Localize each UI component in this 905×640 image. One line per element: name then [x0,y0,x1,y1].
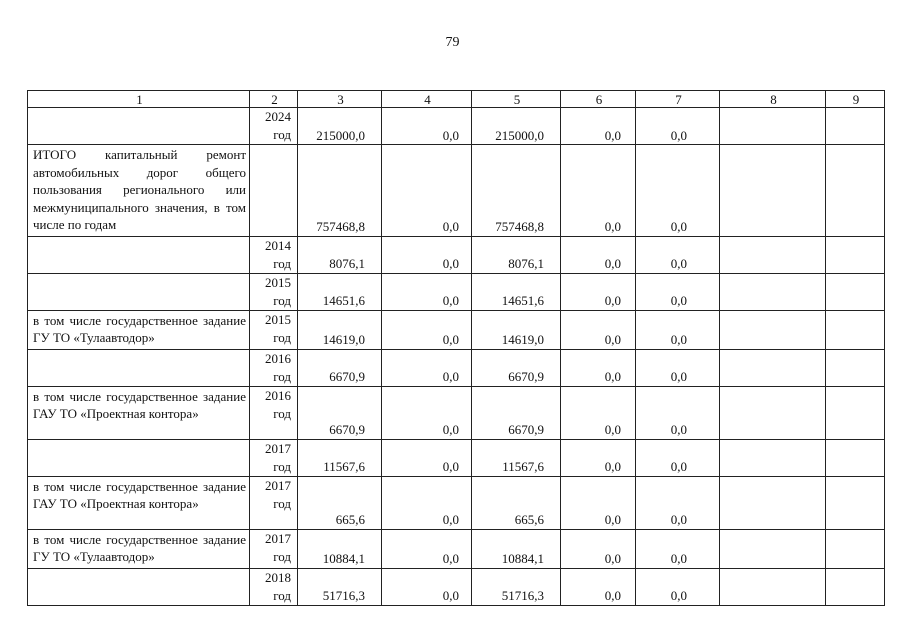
header-cell: 6 [561,91,636,108]
cell-col-8 [720,386,826,439]
row-description [28,273,250,310]
header-cell: 1 [28,91,250,108]
row-year: 2016 год [250,349,298,386]
table-row [28,476,885,529]
cell-col-9 [826,529,885,568]
cell-col-4: 0,0 [382,236,472,273]
row-year: 2017 год [250,439,298,476]
cell-col-4: 0,0 [382,349,472,386]
cell-col-7: 0,0 [636,273,720,310]
header-cell: 5 [472,91,561,108]
budget-table [27,90,885,606]
header-cell: 4 [382,91,472,108]
cell-col-8 [720,568,826,605]
cell-col-9 [826,568,885,605]
cell-col-9 [826,236,885,273]
row-description: в том числе государственное задание ГАУ ТО «Проектная контора» [28,386,250,439]
cell-col-8 [720,349,826,386]
cell-col-3: 11567,6 [298,439,382,476]
row-year: 2018 год [250,568,298,605]
cell-col-5: 11567,6 [472,439,561,476]
cell-col-5: 665,6 [472,476,561,529]
cell-col-8 [720,108,826,145]
cell-col-6: 0,0 [561,145,636,237]
row-year: 2016 год [250,386,298,439]
cell-col-6: 0,0 [561,273,636,310]
cell-col-4: 0,0 [382,273,472,310]
cell-col-5: 6670,9 [472,386,561,439]
cell-col-5: 51716,3 [472,568,561,605]
row-description [28,108,250,145]
cell-col-9 [826,108,885,145]
header-cell: 7 [636,91,720,108]
cell-col-9 [826,476,885,529]
cell-col-9 [826,273,885,310]
header-cell: 2 [250,91,298,108]
cell-col-7: 0,0 [636,476,720,529]
cell-col-9 [826,310,885,349]
row-year: 2015 год [250,273,298,310]
row-year: 2017 год [250,529,298,568]
cell-col-7: 0,0 [636,236,720,273]
header-row [28,91,885,108]
cell-col-8 [720,476,826,529]
table-row [28,568,885,605]
cell-col-4: 0,0 [382,568,472,605]
row-description [28,439,250,476]
cell-col-6: 0,0 [561,476,636,529]
cell-col-8 [720,439,826,476]
cell-col-4: 0,0 [382,386,472,439]
row-year: 2017 год [250,476,298,529]
cell-col-8 [720,145,826,237]
table-row [28,349,885,386]
row-description: в том числе государственное задание ГУ ТО «Тулаавтодор» [28,529,250,568]
cell-col-4: 0,0 [382,476,472,529]
row-year: 2015 год [250,310,298,349]
table-row [28,386,885,439]
cell-col-9 [826,349,885,386]
header-cell: 3 [298,91,382,108]
cell-col-5: 8076,1 [472,236,561,273]
table-row [28,145,885,237]
table-body [28,91,885,606]
row-year: 2024 год [250,108,298,145]
cell-col-4: 0,0 [382,108,472,145]
cell-col-7: 0,0 [636,310,720,349]
row-description: в том числе государственное задание ГУ ТО «Тулаавтодор» [28,310,250,349]
cell-col-6: 0,0 [561,529,636,568]
cell-col-3: 757468,8 [298,145,382,237]
cell-col-9 [826,145,885,237]
cell-col-3: 6670,9 [298,386,382,439]
cell-col-5: 10884,1 [472,529,561,568]
cell-col-4: 0,0 [382,529,472,568]
cell-col-9 [826,439,885,476]
row-description: ИТОГО капитальный ремонт автомобильных дорог общего пользования регионального или межмуниципального значения, в том числе по годам [28,145,250,237]
cell-col-8 [720,273,826,310]
row-year: 2014 год [250,236,298,273]
cell-col-8 [720,529,826,568]
cell-col-8 [720,310,826,349]
cell-col-9 [826,386,885,439]
cell-col-4: 0,0 [382,145,472,237]
cell-col-5: 14651,6 [472,273,561,310]
cell-col-6: 0,0 [561,108,636,145]
table-row [28,529,885,568]
cell-col-6: 0,0 [561,386,636,439]
table-row [28,108,885,145]
cell-col-3: 8076,1 [298,236,382,273]
cell-col-7: 0,0 [636,568,720,605]
cell-col-6: 0,0 [561,236,636,273]
cell-col-5: 215000,0 [472,108,561,145]
header-cell: 9 [826,91,885,108]
cell-col-7: 0,0 [636,145,720,237]
cell-col-6: 0,0 [561,439,636,476]
cell-col-3: 14619,0 [298,310,382,349]
table-row [28,273,885,310]
cell-col-4: 0,0 [382,310,472,349]
cell-col-7: 0,0 [636,349,720,386]
cell-col-6: 0,0 [561,568,636,605]
cell-col-4: 0,0 [382,439,472,476]
cell-col-8 [720,236,826,273]
row-description [28,349,250,386]
cell-col-3: 665,6 [298,476,382,529]
page-number: 79 [445,35,460,50]
cell-col-7: 0,0 [636,386,720,439]
cell-col-6: 0,0 [561,349,636,386]
cell-col-3: 10884,1 [298,529,382,568]
cell-col-3: 51716,3 [298,568,382,605]
cell-col-5: 757468,8 [472,145,561,237]
cell-col-3: 6670,9 [298,349,382,386]
cell-col-7: 0,0 [636,108,720,145]
row-description [28,568,250,605]
cell-col-5: 14619,0 [472,310,561,349]
table-row [28,236,885,273]
cell-col-7: 0,0 [636,439,720,476]
table-row [28,310,885,349]
header-cell: 8 [720,91,826,108]
cell-col-5: 6670,9 [472,349,561,386]
table-row [28,439,885,476]
row-description [28,236,250,273]
row-year [250,145,298,237]
cell-col-7: 0,0 [636,529,720,568]
cell-col-3: 14651,6 [298,273,382,310]
row-description: в том числе государственное задание ГАУ ТО «Проектная контора» [28,476,250,529]
cell-col-6: 0,0 [561,310,636,349]
cell-col-3: 215000,0 [298,108,382,145]
